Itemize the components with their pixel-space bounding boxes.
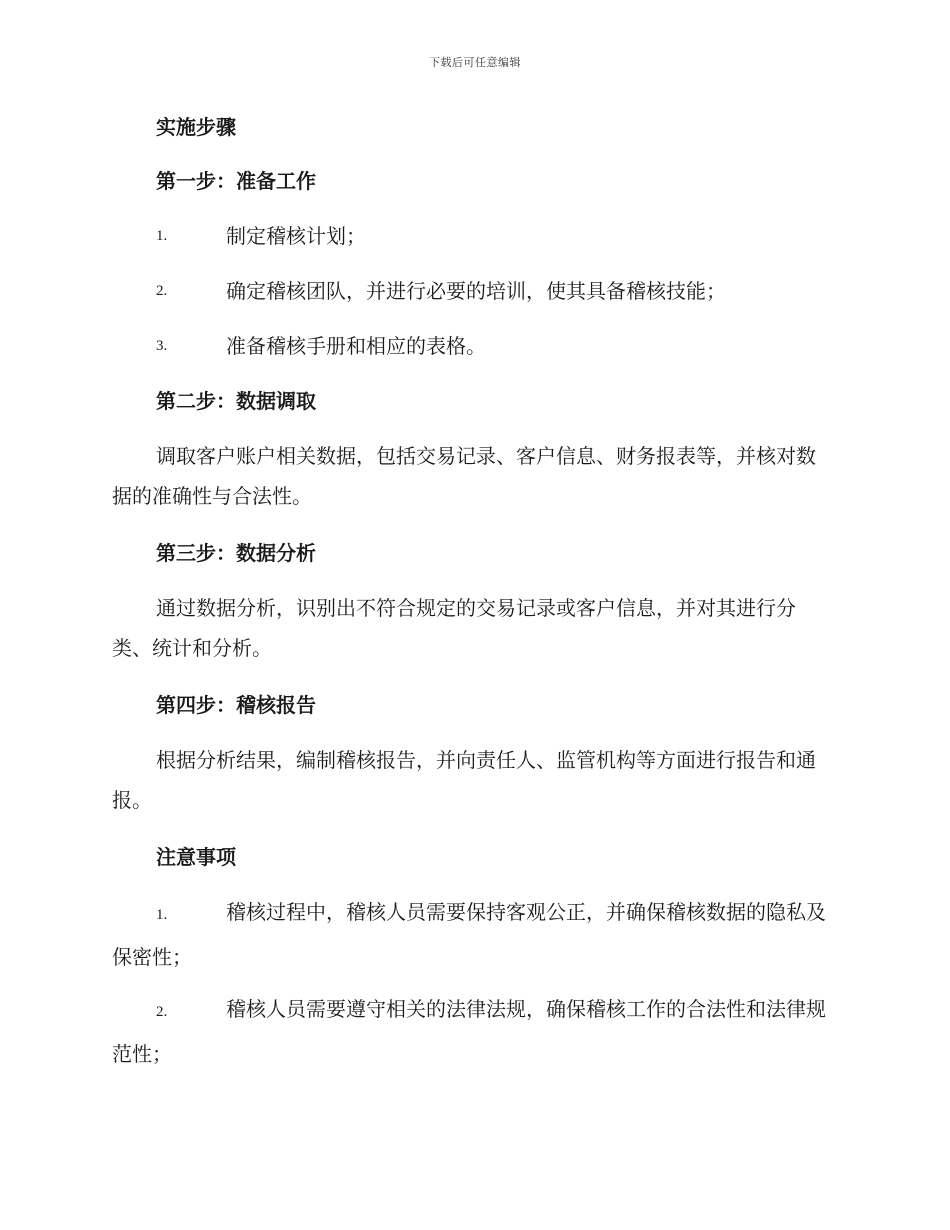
step3-paragraph: 通过数据分析，识别出不符合规定的交易记录或客户信息，并对其进行分类、统计和分析。: [112, 596, 796, 660]
list-number: 1.: [156, 228, 168, 244]
step4-heading: 第四步：稽核报告: [156, 693, 316, 717]
step3-heading: 第三步：数据分析: [156, 541, 316, 565]
step2-paragraph: 调取客户账户相关数据，包括交易记录、客户信息、财务报表等，并核对数据的准确性与合法性。: [112, 444, 816, 508]
section-title: 实施步骤: [156, 115, 236, 139]
step1-heading: 第一步：准备工作: [156, 169, 316, 193]
list-number: 2.: [156, 283, 168, 299]
list-item: [112, 331, 834, 361]
step2-heading: 第二步：数据调取: [156, 389, 316, 413]
list-item: [112, 221, 834, 251]
list-text: 准备稽核手册和相应的表格。: [226, 334, 486, 358]
list-item: [112, 276, 834, 306]
list-text: 稽核人员需要遵守相关的法律法规，确保稽核工作的合法性和法律规范性；: [112, 997, 826, 1066]
list-number: 3.: [156, 338, 168, 354]
notes-heading: 注意事项: [156, 845, 236, 869]
list-text: 稽核过程中，稽核人员需要保持客观公正，并确保稽核数据的隐私及保密性；: [112, 900, 826, 969]
list-number: 2.: [156, 1004, 168, 1020]
list-text: 确定稽核团队，并进行必要的培训，使其具备稽核技能；: [226, 279, 726, 303]
list-item: [112, 891, 834, 978]
step4-paragraph: 根据分析结果，编制稽核报告，并向责任人、监管机构等方面进行报告和通报。: [112, 748, 816, 812]
list-text: 制定稽核计划；: [226, 224, 366, 248]
page-header-note: 下载后可任意编辑: [429, 56, 521, 69]
list-item: [112, 988, 834, 1075]
list-number: 1.: [156, 907, 168, 923]
